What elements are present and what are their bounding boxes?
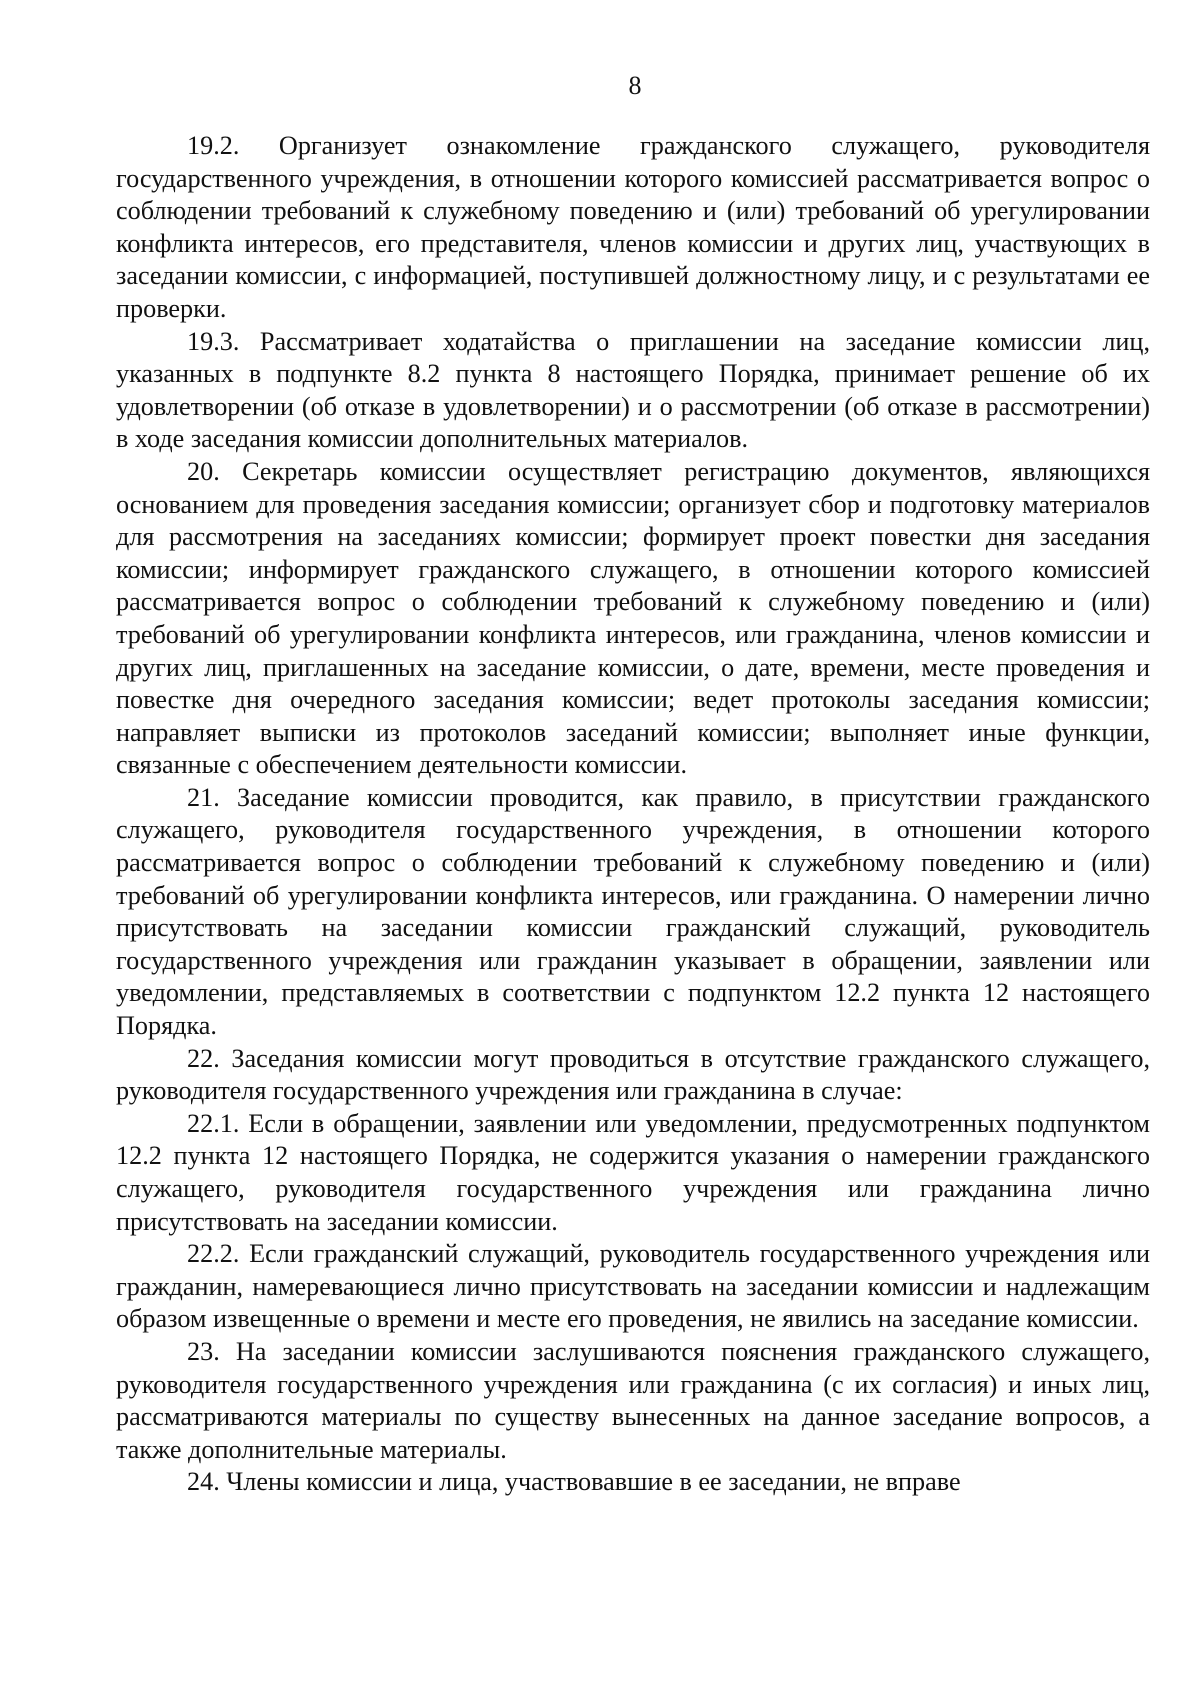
paragraph-23: 23. На заседании комиссии заслушиваются пояснения гражданского служащего, руководителя государственного учреждения или гражданина (с их согласия) и иных лиц, рассматриваются материалы по существу вынесенных на данное заседание вопросов, а также дополнительные материалы.: [116, 1336, 1150, 1464]
paragraph-19-3: 19.3. Рассматривает ходатайства о приглашении на заседание комиссии лиц, указанных в подпункте 8.2 пункта 8 настоящего Порядка, принимает решение об их удовлетворении (об отказе в удовлетворении) и о рассмотрении (об отказе в рассмотрении) в ходе заседания комиссии дополнительных материалов.: [116, 326, 1150, 454]
paragraph-22: 22. Заседания комиссии могут проводиться в отсутствие гражданского служащего, руководителя государственного учреждения или гражданина в случае:: [116, 1043, 1150, 1106]
paragraph-24: 24. Члены комиссии и лица, участвовавшие в ее заседании, не вправе: [187, 1467, 961, 1497]
paragraph-21: 21. Заседание комиссии проводится, как правило, в присутствии гражданского служащего, руководителя государственного учреждения, в отношении которого рассматривается вопрос о соблюдении требований к служебному поведению и (или) требований об урегулировании конфликта интересов, или гражданина. О намерении лично присутствовать на заседании комиссии гражданский служащий, руководитель государственного учреждения или гражданин указывает в обращении, заявлении или уведомлении, представляемых в соответствии с подпунктом 12.2 пункта 12 настоящего Порядка.: [116, 782, 1150, 1041]
page-number: 8: [628, 71, 642, 100]
document-body: [116, 130, 1150, 1499]
paragraph-20: 20. Секретарь комиссии осуществляет регистрацию документов, являющихся основанием для проведения заседания комиссии; организует сбор и подготовку материалов для рассмотрения на заседаниях комиссии; формирует проект повестки дня заседания комиссии; информирует гражданского служащего, в отношении которого комиссией рассматривается вопрос о соблюдении требований к служебному поведению и (или) требований об урегулировании конфликта интересов, или гражданина, членов комиссии и других лиц, приглашенных на заседание комиссии, о дате, времени, месте проведения и повестке дня очередного заседания комиссии; ведет протоколы заседания комиссии; направляет выписки из протоколов заседаний комиссии; выполняет иные функции, связанные с обеспечением деятельности комиссии.: [116, 456, 1150, 780]
paragraph-22-2: 22.2. Если гражданский служащий, руководитель государственного учреждения или гражданин, намеревающиеся лично присутствовать на заседании комиссии и надлежащим образом извещенные о времени и месте его проведения, не явились на заседание комиссии.: [116, 1239, 1150, 1334]
paragraph-22-1: 22.1. Если в обращении, заявлении или уведомлении, предусмотренных подпунктом 12.2 пункта 12 настоящего Порядка, не содержится указания о намерении гражданского служащего, руководителя государственного учреждения или гражданина лично присутствовать на заседании комиссии.: [116, 1108, 1150, 1236]
paragraph-19-2: 19.2. Организует ознакомление гражданского служащего, руководителя государственного учреждения, в отношении которого комиссией рассматривается вопрос о соблюдении требований к служебному поведению и (или) требований об урегулировании конфликта интересов, его представителя, членов комиссии и других лиц, участвующих в заседании комиссии, с информацией, поступившей должностному лицу, и с результатами ее проверки.: [116, 131, 1150, 323]
